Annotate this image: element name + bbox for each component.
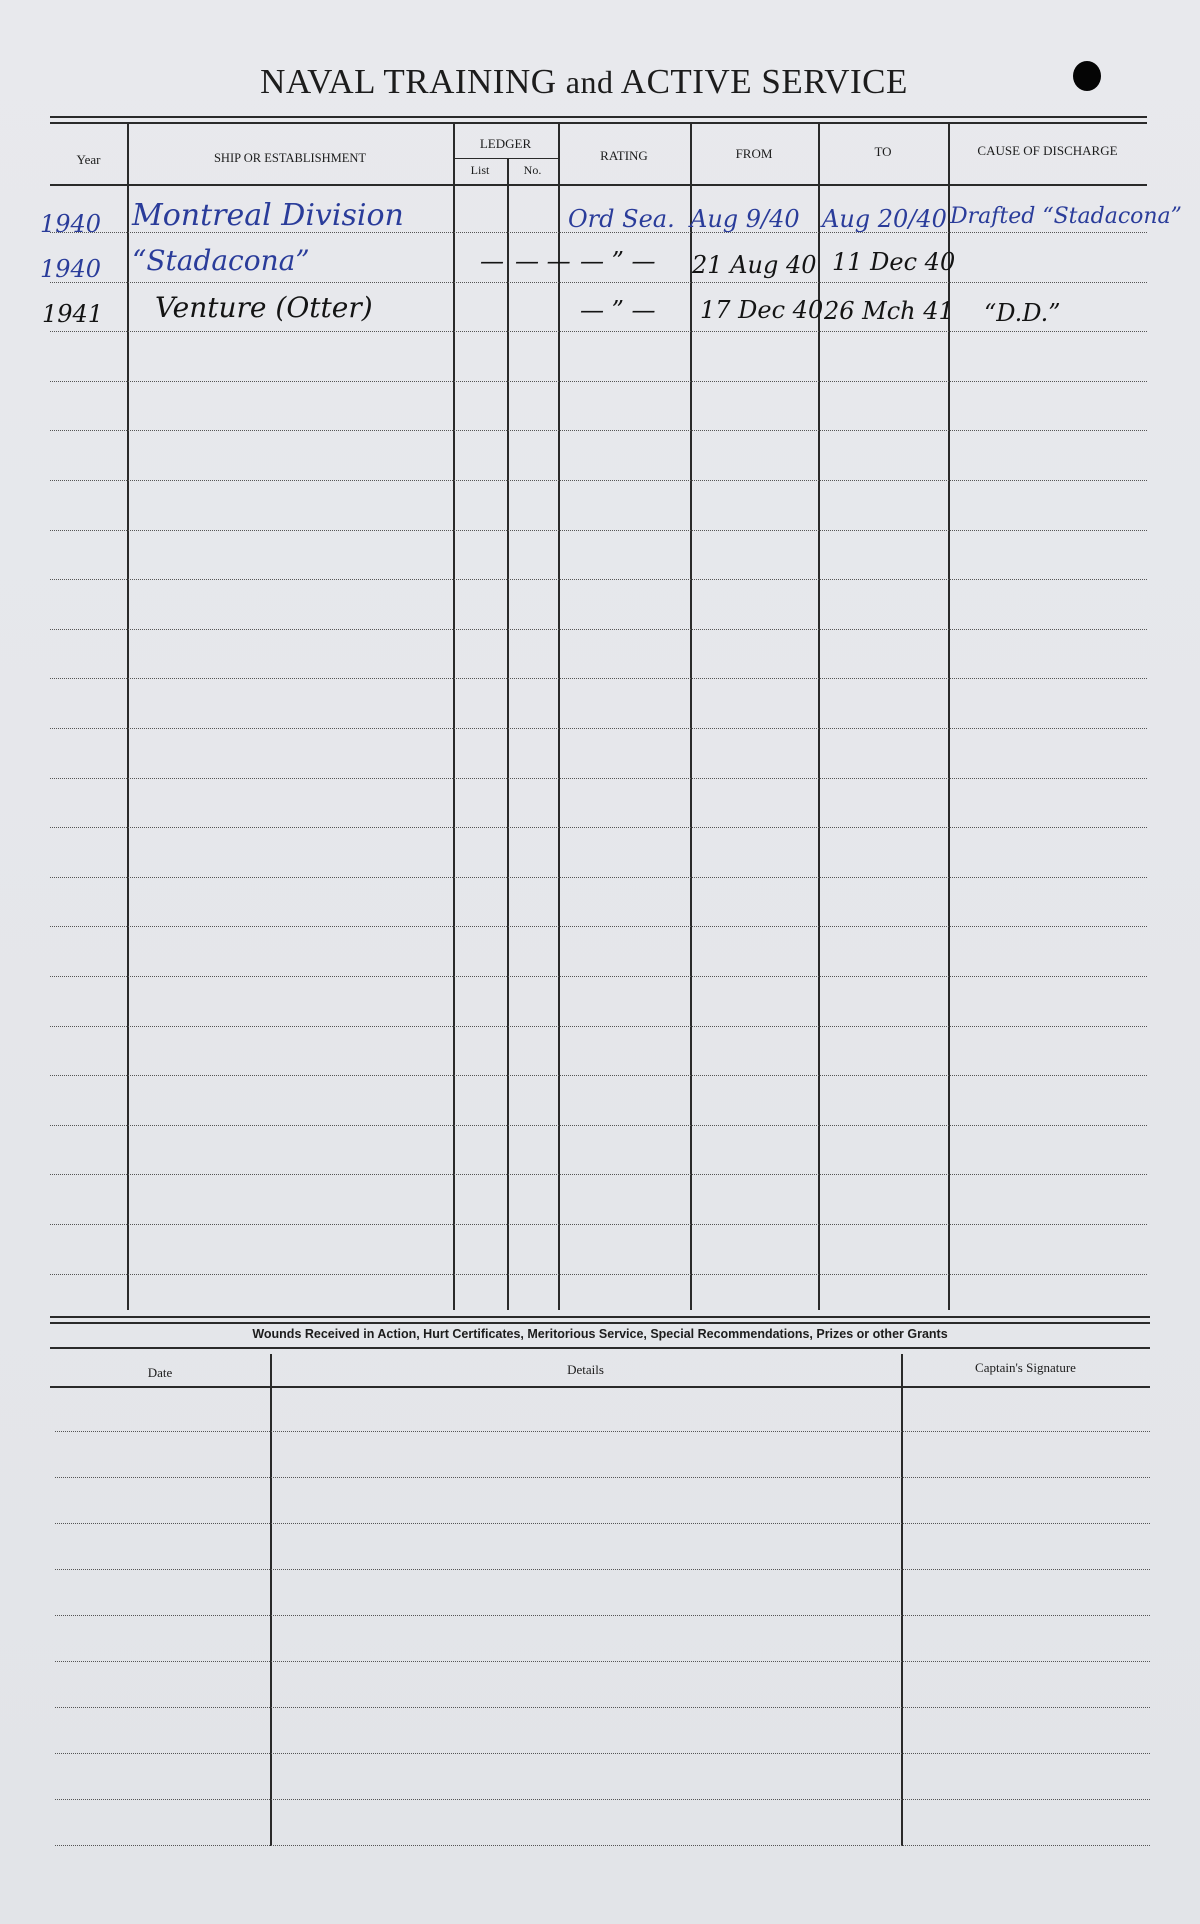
table-top-rule (50, 116, 1147, 118)
header-signature: Captain's Signature (975, 1360, 1076, 1375)
ledger-sub-rule (453, 158, 558, 159)
dotted-rule (50, 629, 1147, 630)
dotted-rule (50, 1224, 1147, 1225)
dotted-rule (55, 1431, 1150, 1432)
dotted-rule (50, 331, 1147, 332)
cell-year: 1940 (40, 210, 102, 238)
cell-from: Aug 9/40 (690, 205, 800, 233)
dotted-rule (50, 678, 1147, 679)
cell-to: 26 Mch 41 (824, 297, 954, 325)
cell-rating: — ” — (580, 296, 656, 324)
cell-rating: — ” — (580, 247, 656, 275)
dotted-rule (55, 1799, 1150, 1800)
cell-ledger-list: — (480, 247, 504, 275)
dotted-rule (50, 282, 1147, 283)
header-date: Date (147, 1365, 173, 1380)
dotted-rule (50, 381, 1147, 382)
header-ship: SHIP OR ESTABLISHMENT (213, 151, 367, 165)
cell-from: 21 Aug 40 (692, 251, 817, 279)
dotted-rule (55, 1753, 1150, 1754)
dotted-rule (50, 430, 1147, 431)
dotted-rule (55, 1615, 1150, 1616)
header-from: FROM (735, 146, 773, 161)
header-ledger: LEDGER (479, 136, 532, 151)
title-part-2: and (565, 64, 614, 100)
header-details: Details (567, 1362, 604, 1377)
wounds-header-top-rule (50, 1347, 1150, 1349)
title-part-1: NAVAL TRAINING (260, 62, 557, 101)
header-rating: RATING (600, 148, 648, 163)
cell-ship: “Stadacona” (132, 244, 310, 277)
header-ledger-no: No. (523, 163, 542, 177)
wounds-header-bottom-rule (50, 1386, 1150, 1388)
header-bottom-rule (50, 184, 1147, 186)
cell-cause: “D.D.” (984, 299, 1061, 327)
cell-year: 1941 (42, 300, 104, 328)
dotted-rule (50, 1174, 1147, 1175)
cell-to: Aug 20/40 (822, 205, 947, 233)
dotted-rule (50, 480, 1147, 481)
cell-rating: Ord Sea. (568, 205, 675, 233)
dotted-rule (50, 1125, 1147, 1126)
cell-ledger-no: — — (515, 247, 571, 275)
cell-year: 1940 (40, 255, 102, 283)
cell-cause: Drafted “Stadacona” (950, 204, 1182, 229)
dotted-rule (55, 1661, 1150, 1662)
col-divider (127, 124, 129, 1310)
wounds-section-title: Wounds Received in Action, Hurt Certificates, Meritorious Service, Special Recommendations, Prizes or other Grants (252, 1327, 948, 1341)
col-divider (901, 1354, 903, 1846)
col-divider (453, 124, 455, 1310)
cell-ship: Venture (Otter) (155, 291, 373, 324)
dotted-rule (50, 1026, 1147, 1027)
dotted-rule (55, 1707, 1150, 1708)
dotted-rule (50, 579, 1147, 580)
col-divider (690, 124, 692, 1310)
dotted-rule (50, 827, 1147, 828)
header-cause: CAUSE OF DISCHARGE (977, 143, 1118, 158)
section-rule (50, 1316, 1150, 1318)
dotted-rule (50, 877, 1147, 878)
col-divider (270, 1354, 272, 1846)
dotted-rule (55, 1523, 1150, 1524)
dotted-rule (50, 728, 1147, 729)
dotted-rule (50, 778, 1147, 779)
cell-from: 17 Dec 40 (700, 296, 824, 324)
header-ledger-list: List (470, 163, 490, 177)
header-year: Year (76, 152, 101, 167)
table-top-rule-2 (50, 122, 1147, 124)
header-to: TO (874, 144, 892, 159)
col-divider (558, 124, 560, 1310)
cell-to: 11 Dec 40 (832, 248, 956, 276)
page-title (0, 62, 1184, 102)
dotted-rule (50, 530, 1147, 531)
dotted-rule (55, 1477, 1150, 1478)
dotted-rule (55, 1845, 1150, 1846)
section-rule-2 (50, 1322, 1150, 1324)
cell-ship: Montreal Division (132, 198, 404, 233)
dotted-rule (55, 1569, 1150, 1570)
dotted-rule (50, 1274, 1147, 1275)
dotted-rule (50, 1075, 1147, 1076)
title-part-3: ACTIVE SERVICE (620, 62, 908, 101)
dotted-rule (50, 976, 1147, 977)
dotted-rule (50, 926, 1147, 927)
